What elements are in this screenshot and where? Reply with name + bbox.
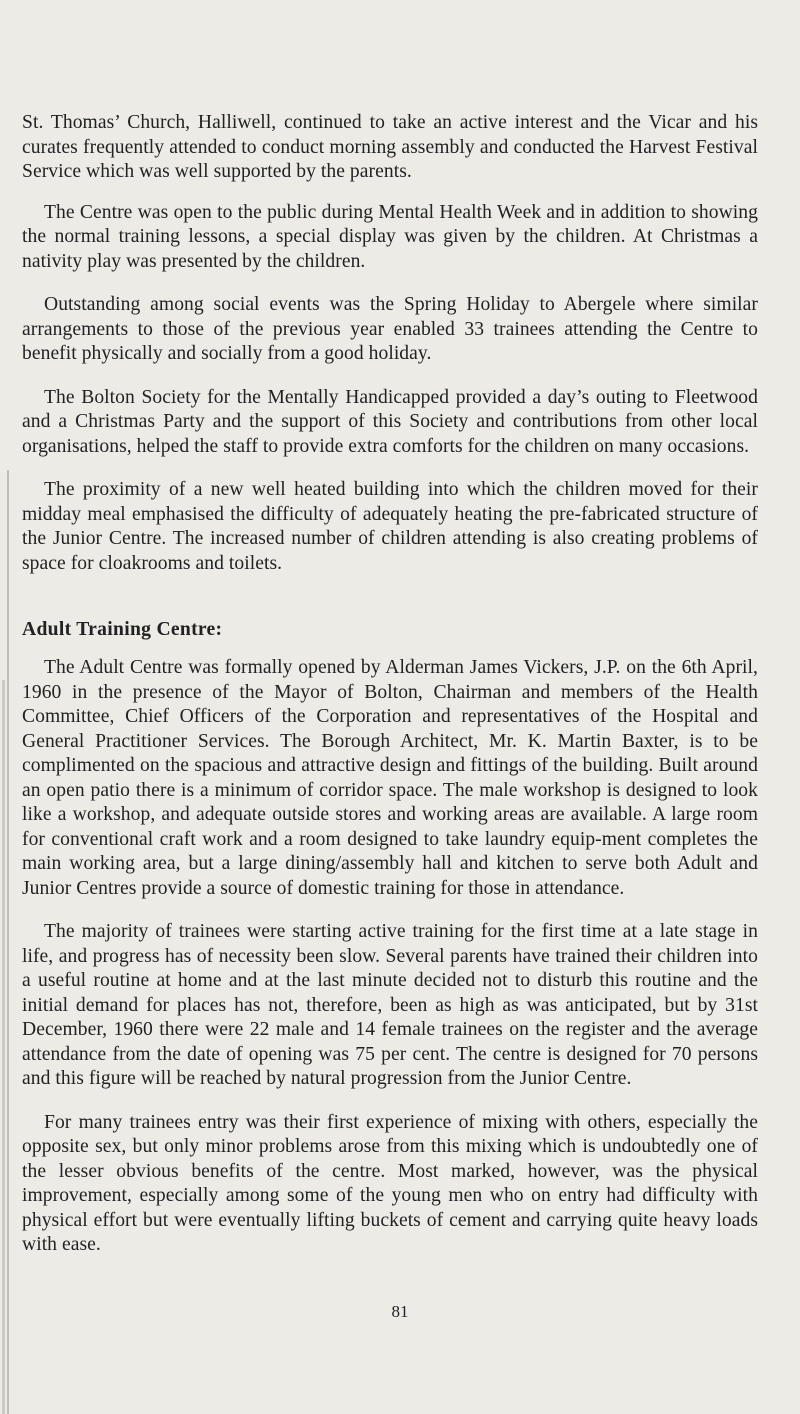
paragraph-church: St. Thomas’ Church, Halliwell, continued to take an active interest and the Vicar and his curates frequently attended to conduct morning assembly and conducted the Harvest Festival Service which was well supported by the parents. bbox=[22, 112, 758, 182]
paragraph-bolton-society: The Bolton Society for the Mentally Handicapped provided a day’s outing to Fleetwood and a Christmas Party and the support of this Society and contributions from other local organisations, helped the staff to provide extra comforts for the children on many occasions. bbox=[22, 386, 758, 457]
page-number: 81 bbox=[391, 1302, 409, 1321]
paragraph-building-heating: The proximity of a new well heated building into which the children moved for their midday meal emphasised the difficulty of adequately heating the pre-fabricated structure of the Junior Centre. The increased number of children attending is also creating problems of space for cloakrooms and toilets. bbox=[22, 479, 758, 574]
paragraph-adult-centre-opening: The Adult Centre was formally opened by Alderman James Vickers, J.P. on the 6th April, 1960 in the presence of the Mayor of Bolton, Chairman and members of the Health Committee, Chief Officers of the Corporation and representatives of the Hospital and General Practitioner Services. The Borough Architect, Mr. K. Martin Baxter, is to be complimented on the spacious and attractive design and fittings of the building. Built around an open patio there is a minimum of corridor space. The male workshop is designed to look like a workshop, and adequate outside stores and working areas are available. A large room for conventional craft work and a room designed to take laundry equip-ment completes the main working area, but a large dining/assembly hall and kitchen to serve both Adult and Junior Centres provide a source of domestic training for those in attendance. bbox=[22, 657, 758, 899]
paragraph-mixing-benefits: For many trainees entry was their first experience of mixing with others, especially the opposite sex, but only minor problems arose from this mixing which is undoubtedly one of the lesser obvious benefits of the centre. Most marked, however, was the physical improvement, especially among some of the young men who on entry had difficulty with physical effort but were eventually lifting buckets of cement and carrying quite heavy loads with ease. bbox=[22, 1111, 758, 1255]
body-text bbox=[22, 111, 758, 1277]
paragraph-spring-holiday: Outstanding among social events was the Spring Holiday to Abergele where similar arrangements to those of the previous year enabled 33 trainees attending the Centre to benefit physically and socially from a good holiday. bbox=[22, 294, 758, 364]
paragraph-trainee-progress: The majority of trainees were starting active training for the first time at a late stage in life, and progress has of necessity been slow. Several parents have trained their children into a useful routine at home and at the last minute decided not to disturb this routine and the initial demand for places has not, therefore, been as high as was anticipated, but by 31st December, 1960 there were 22 male and 14 female trainees on the register and the average attendance from the date of opening was 75 per cent. The centre is designed for 70 persons and this figure will be reached by natural progression from the Junior Centre. bbox=[22, 921, 758, 1089]
scan-margin-shadow bbox=[7, 470, 9, 1414]
section-heading: Adult Training Centre: bbox=[22, 619, 223, 640]
paragraph-mental-health-week: The Centre was open to the public during Mental Health Week and in addition to showing the normal training lessons, a special display was given by the children. At Christmas a nativity play was presented by the children. bbox=[22, 201, 758, 272]
